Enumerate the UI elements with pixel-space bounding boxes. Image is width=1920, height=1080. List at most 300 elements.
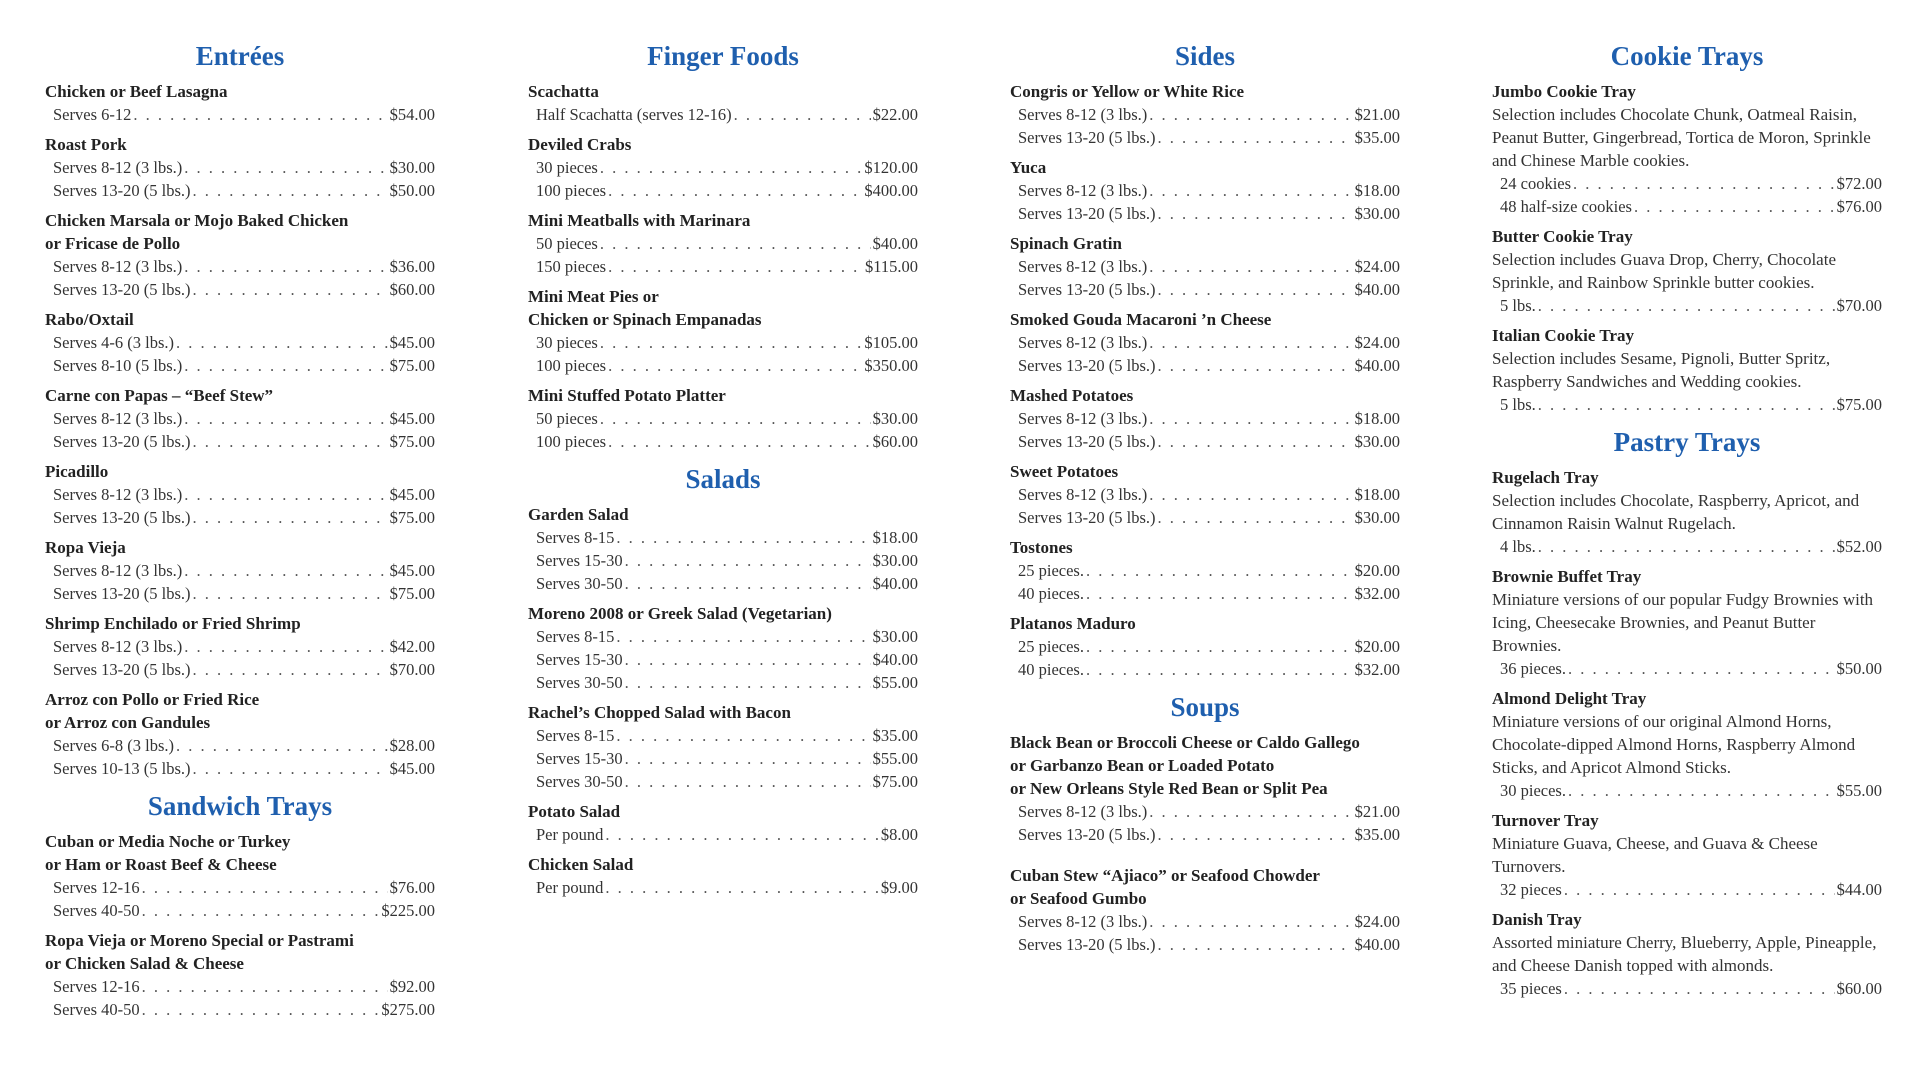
item-name: Italian Cookie Tray [1492, 326, 1634, 345]
serving-label: Serves 6-8 (3 lbs.) [53, 736, 174, 755]
menu-item [45, 209, 435, 301]
price-value: $28.00 [389, 736, 435, 755]
dot-leader [184, 255, 387, 278]
price-row [528, 625, 918, 648]
price-row [1010, 910, 1400, 933]
price-value: $24.00 [1354, 912, 1400, 931]
price-row [1010, 582, 1400, 605]
serving-label: Serves 8-12 (3 lbs.) [1018, 409, 1148, 428]
price-row [1010, 354, 1400, 377]
price-row [528, 526, 918, 549]
serving-label: Serves 6-12 [53, 105, 132, 124]
price-row [528, 232, 918, 255]
serving-label: Half Scachatta (serves 12-16) [536, 105, 732, 124]
serving-label: Serves 10-13 (5 lbs.) [53, 759, 191, 778]
price-value: $105.00 [864, 333, 918, 352]
serving-label: Serves 13-20 (5 lbs.) [1018, 825, 1156, 844]
price-value: $20.00 [1354, 637, 1400, 656]
dot-leader [605, 823, 879, 846]
item-description: Selection includes Chocolate, Raspberry, Apricot, and Cinnamon Raisin Walnut Rugelach. [1492, 491, 1860, 533]
price-row [1492, 535, 1882, 558]
item-name: or New Orleans Style Red Bean or Split Pea [1010, 779, 1328, 798]
price-row [1010, 331, 1400, 354]
serving-label: Serves 30-50 [536, 673, 623, 692]
price-row [45, 582, 435, 605]
serving-label: Serves 13-20 (5 lbs.) [1018, 204, 1156, 223]
price-row [45, 559, 435, 582]
serving-label: 50 pieces [536, 234, 598, 253]
dot-leader [608, 255, 863, 278]
dot-leader [1157, 202, 1352, 225]
item-name: Tostones [1010, 538, 1073, 557]
menu-item [1010, 460, 1400, 529]
item-name: Platanos Maduro [1010, 614, 1136, 633]
serving-label: Serves 8-12 (3 lbs.) [53, 257, 183, 276]
price-row [45, 899, 435, 922]
menu-item [1010, 384, 1400, 453]
menu-item [45, 830, 435, 922]
dot-leader [1149, 103, 1352, 126]
serving-label: Serves 13-20 (5 lbs.) [1018, 432, 1156, 451]
price-row [45, 407, 435, 430]
dot-leader [192, 430, 387, 453]
item-description: Assorted miniature Cherry, Blueberry, Apple, Pineapple, and Cheese Danish topped with almonds. [1492, 933, 1877, 975]
dot-leader [1149, 255, 1352, 278]
dot-leader [625, 549, 871, 572]
item-name: Ropa Vieja or Moreno Special or Pastrami [45, 931, 354, 950]
price-value: $45.00 [389, 485, 435, 504]
price-value: $30.00 [1354, 204, 1400, 223]
item-name: or Seafood Gumbo [1010, 889, 1147, 908]
dot-leader [1149, 483, 1352, 506]
menu-item [1492, 565, 1882, 680]
serving-label: 50 pieces [536, 409, 598, 428]
price-row [1492, 779, 1882, 802]
section-title: Finger Foods [647, 41, 799, 71]
price-value: $75.00 [389, 432, 435, 451]
serving-label: 30 pieces. [1500, 781, 1566, 800]
price-row [1010, 407, 1400, 430]
serving-label: Serves 8-12 (3 lbs.) [53, 485, 183, 504]
price-value: $30.00 [1354, 508, 1400, 527]
dot-leader [1149, 179, 1352, 202]
menu-item [45, 688, 435, 780]
serving-label: Serves 13-20 (5 lbs.) [53, 181, 191, 200]
price-row [45, 430, 435, 453]
dot-leader [1568, 779, 1835, 802]
price-value: $55.00 [872, 673, 918, 692]
dot-leader [184, 354, 387, 377]
serving-label: 4 lbs. [1500, 537, 1536, 556]
item-name: Congris or Yellow or White Rice [1010, 82, 1245, 101]
menu-item [1010, 80, 1400, 149]
dot-leader [192, 757, 387, 780]
item-name: Butter Cookie Tray [1492, 227, 1633, 246]
item-name: Mini Stuffed Potato Platter [528, 386, 726, 405]
dot-leader [1149, 331, 1352, 354]
serving-label: Serves 12-16 [53, 977, 140, 996]
price-value: $30.00 [872, 409, 918, 428]
item-name: Chicken Marsala or Mojo Baked Chicken [45, 211, 349, 230]
dot-leader [1573, 172, 1835, 195]
dot-leader [1086, 559, 1353, 582]
price-value: $52.00 [1836, 537, 1882, 556]
item-description: Miniature Guava, Cheese, and Guava & Cheese Turnovers. [1492, 834, 1818, 876]
price-value: $45.00 [389, 409, 435, 428]
price-row [45, 354, 435, 377]
section-sandwich-trays [45, 788, 435, 1021]
menu-item [45, 133, 435, 202]
price-value: $70.00 [389, 660, 435, 679]
serving-label: 36 pieces. [1500, 659, 1566, 678]
serving-label: Serves 15-30 [536, 551, 623, 570]
price-row [528, 407, 918, 430]
menu-item [45, 929, 435, 1021]
item-description: Selection includes Chocolate Chunk, Oatmeal Raisin, Peanut Butter, Gingerbread, Tortica de Moron, Sprinkle and Chinese Marble cookies. [1492, 105, 1871, 170]
price-value: $44.00 [1836, 880, 1882, 899]
menu-item [45, 80, 435, 126]
price-row [528, 724, 918, 747]
menu-item [528, 503, 918, 595]
dot-leader [734, 103, 871, 126]
column-4 [1492, 38, 1882, 1007]
dot-leader [192, 658, 387, 681]
serving-label: 48 half-size cookies [1500, 197, 1632, 216]
price-value: $275.00 [381, 1000, 435, 1019]
section-title: Soups [1170, 692, 1240, 722]
serving-label: Serves 30-50 [536, 772, 623, 791]
item-name: Shrimp Enchilado or Fried Shrimp [45, 614, 301, 633]
item-name: Arroz con Pollo or Fried Rice [45, 690, 260, 709]
serving-label: Serves 8-12 (3 lbs.) [53, 637, 183, 656]
price-value: $35.00 [1354, 825, 1400, 844]
serving-label: Serves 4-6 (3 lbs.) [53, 333, 174, 352]
dot-leader [1634, 195, 1835, 218]
menu-item [45, 460, 435, 529]
price-value: $75.00 [872, 772, 918, 791]
section-cookie-trays [1492, 38, 1882, 416]
dot-leader [1568, 657, 1835, 680]
serving-label: 30 pieces [536, 333, 598, 352]
dot-leader [184, 407, 387, 430]
price-value: $42.00 [389, 637, 435, 656]
price-row [45, 658, 435, 681]
price-row [45, 255, 435, 278]
price-row [1010, 202, 1400, 225]
price-value: $35.00 [872, 726, 918, 745]
serving-label: Serves 8-10 (5 lbs.) [53, 356, 183, 375]
serving-label: Serves 40-50 [53, 901, 140, 920]
dot-leader [1157, 126, 1352, 149]
serving-label: Serves 13-20 (5 lbs.) [1018, 508, 1156, 527]
item-name: Moreno 2008 or Greek Salad (Vegetarian) [528, 604, 832, 623]
section-soups [1010, 689, 1400, 956]
dot-leader [625, 572, 871, 595]
serving-label: Serves 15-30 [536, 749, 623, 768]
item-name: or Garbanzo Bean or Loaded Potato [1010, 756, 1275, 775]
dot-leader [600, 156, 863, 179]
price-value: $50.00 [1836, 659, 1882, 678]
serving-label: Serves 13-20 (5 lbs.) [1018, 280, 1156, 299]
dot-leader [1538, 294, 1835, 317]
dot-leader [625, 648, 871, 671]
menu-item [1492, 809, 1882, 901]
dot-leader [1149, 407, 1352, 430]
item-name: Rachel’s Chopped Salad with Bacon [528, 703, 791, 722]
item-name: Cuban or Media Noche or Turkey [45, 832, 291, 851]
price-value: $21.00 [1354, 802, 1400, 821]
item-name: Spinach Gratin [1010, 234, 1122, 253]
price-row [1492, 195, 1882, 218]
dot-leader [608, 354, 862, 377]
item-name: Black Bean or Broccoli Cheese or Caldo Gallego [1010, 733, 1360, 752]
serving-label: Serves 8-15 [536, 627, 615, 646]
menu-item [528, 209, 918, 278]
menu-item [528, 133, 918, 202]
price-value: $55.00 [1836, 781, 1882, 800]
price-value: $40.00 [872, 574, 918, 593]
item-description: Miniature versions of our original Almond Horns, Chocolate-dipped Almond Horns, Raspberry Almond Sticks, and Apricot Almond Sticks. [1492, 712, 1856, 777]
menu-item [45, 308, 435, 377]
dot-leader [192, 506, 387, 529]
item-name: Danish Tray [1492, 910, 1582, 929]
price-value: $32.00 [1354, 660, 1400, 679]
serving-label: Serves 13-20 (5 lbs.) [53, 280, 191, 299]
price-value: $35.00 [1354, 128, 1400, 147]
dot-leader [1157, 933, 1352, 956]
serving-label: 35 pieces [1500, 979, 1562, 998]
serving-label: Serves 12-16 [53, 878, 140, 897]
dot-leader [192, 278, 387, 301]
price-value: $20.00 [1354, 561, 1400, 580]
price-row [528, 156, 918, 179]
item-name: Deviled Crabs [528, 135, 632, 154]
serving-label: 30 pieces [536, 158, 598, 177]
price-row [1492, 172, 1882, 195]
price-value: $72.00 [1836, 174, 1882, 193]
serving-label: Serves 8-12 (3 lbs.) [53, 158, 183, 177]
dot-leader [133, 103, 387, 126]
item-name: Rabo/Oxtail [45, 310, 134, 329]
item-name: Chicken Salad [528, 855, 634, 874]
price-row [45, 734, 435, 757]
price-value: $350.00 [864, 356, 918, 375]
item-name: Turnover Tray [1492, 811, 1599, 830]
item-name: Potato Salad [528, 802, 621, 821]
dot-leader [1157, 430, 1352, 453]
dot-leader [1538, 393, 1835, 416]
serving-label: Serves 13-20 (5 lbs.) [1018, 935, 1156, 954]
item-name: Chicken or Spinach Empanadas [528, 310, 762, 329]
menu-item [1492, 908, 1882, 1000]
menu-item [528, 285, 918, 377]
price-value: $45.00 [389, 333, 435, 352]
dot-leader [184, 483, 387, 506]
serving-label: 5 lbs. [1500, 296, 1536, 315]
dot-leader [625, 671, 871, 694]
price-value: $24.00 [1354, 333, 1400, 352]
menu-item [1010, 308, 1400, 377]
serving-label: 100 pieces [536, 356, 607, 375]
serving-label: Serves 13-20 (5 lbs.) [1018, 356, 1156, 375]
item-description: Miniature versions of our popular Fudgy Brownies with Icing, Cheesecake Brownies, and Peanut Butter Brownies. [1492, 590, 1874, 655]
price-value: $8.00 [880, 825, 918, 844]
section-title: Sandwich Trays [147, 791, 333, 821]
menu-item [1010, 156, 1400, 225]
price-row [1010, 800, 1400, 823]
price-row [528, 354, 918, 377]
price-value: $45.00 [389, 561, 435, 580]
dot-leader [625, 770, 871, 793]
serving-label: Serves 8-12 (3 lbs.) [1018, 333, 1148, 352]
price-value: $75.00 [1836, 395, 1882, 414]
price-value: $32.00 [1354, 584, 1400, 603]
price-row [1010, 658, 1400, 681]
price-value: $30.00 [872, 551, 918, 570]
item-name: Almond Delight Tray [1492, 689, 1647, 708]
item-name: Jumbo Cookie Tray [1492, 82, 1636, 101]
dot-leader [608, 430, 871, 453]
menu-item [1492, 324, 1882, 416]
item-name: Sweet Potatoes [1010, 462, 1119, 481]
menu-item [528, 384, 918, 453]
price-row [1492, 977, 1882, 1000]
item-description: Selection includes Sesame, Pignoli, Butter Spritz, Raspberry Sandwiches and Wedding cookies. [1492, 349, 1831, 391]
price-row [1010, 483, 1400, 506]
item-name: Carne con Papas – “Beef Stew” [45, 386, 274, 405]
price-row [1010, 278, 1400, 301]
serving-label: Serves 8-12 (3 lbs.) [53, 409, 183, 428]
serving-label: 5 lbs. [1500, 395, 1536, 414]
price-row [45, 483, 435, 506]
price-row [45, 998, 435, 1021]
serving-label: Serves 8-12 (3 lbs.) [1018, 105, 1148, 124]
item-name: or Fricase de Pollo [45, 234, 181, 253]
serving-label: Per pound [536, 878, 604, 897]
dot-leader [192, 582, 387, 605]
price-value: $120.00 [864, 158, 918, 177]
dot-leader [608, 179, 862, 202]
price-value: $50.00 [389, 181, 435, 200]
menu-item [1492, 466, 1882, 558]
price-value: $76.00 [1836, 197, 1882, 216]
serving-label: 100 pieces [536, 181, 607, 200]
item-name: or Ham or Roast Beef & Cheese [45, 855, 277, 874]
dot-leader [1157, 278, 1352, 301]
price-row [528, 770, 918, 793]
price-row [1492, 878, 1882, 901]
dot-leader [142, 876, 388, 899]
price-row [45, 635, 435, 658]
price-row [45, 156, 435, 179]
item-name: or Arroz con Gandules [45, 713, 211, 732]
price-value: $18.00 [1354, 181, 1400, 200]
dot-leader [1157, 506, 1352, 529]
price-value: $18.00 [1354, 485, 1400, 504]
dot-leader [192, 179, 387, 202]
price-value: $92.00 [389, 977, 435, 996]
price-row [1492, 294, 1882, 317]
section-title: Cookie Trays [1610, 41, 1764, 71]
price-value: $76.00 [389, 878, 435, 897]
menu-item [1492, 687, 1882, 802]
serving-label: 25 pieces. [1018, 637, 1084, 656]
serving-label: Serves 30-50 [536, 574, 623, 593]
menu-item [1010, 612, 1400, 681]
dot-leader [600, 331, 863, 354]
serving-label: Serves 13-20 (5 lbs.) [53, 660, 191, 679]
price-value: $40.00 [1354, 935, 1400, 954]
dot-leader [1157, 354, 1352, 377]
price-value: $40.00 [872, 650, 918, 669]
price-row [45, 757, 435, 780]
item-name: Rugelach Tray [1492, 468, 1599, 487]
serving-label: 150 pieces [536, 257, 607, 276]
price-row [1010, 430, 1400, 453]
price-row [1010, 103, 1400, 126]
dot-leader [142, 998, 380, 1021]
section-title: Entrées [195, 41, 285, 71]
item-name: Brownie Buffet Tray [1492, 567, 1642, 586]
price-row [1492, 657, 1882, 680]
item-name: Mini Meat Pies or [528, 287, 659, 306]
serving-label: Serves 8-15 [536, 528, 615, 547]
serving-label: Serves 13-20 (5 lbs.) [1018, 128, 1156, 147]
item-name: Roast Pork [45, 135, 127, 154]
dot-leader [176, 734, 388, 757]
price-row [528, 179, 918, 202]
menu-item [45, 536, 435, 605]
menu-item [528, 602, 918, 694]
price-row [1010, 255, 1400, 278]
price-value: $55.00 [872, 749, 918, 768]
price-row [1010, 823, 1400, 846]
serving-label: 100 pieces [536, 432, 607, 451]
menu-item [45, 612, 435, 681]
serving-label: Serves 13-20 (5 lbs.) [53, 584, 191, 603]
price-value: $30.00 [872, 627, 918, 646]
price-value: $18.00 [872, 528, 918, 547]
price-value: $60.00 [872, 432, 918, 451]
price-row [528, 331, 918, 354]
dot-leader [1564, 878, 1835, 901]
price-row [1010, 506, 1400, 529]
menu-item [1010, 864, 1400, 956]
section-sides [1010, 38, 1400, 681]
item-name: or Chicken Salad & Cheese [45, 954, 244, 973]
price-row [528, 823, 918, 846]
serving-label: 24 cookies [1500, 174, 1572, 193]
serving-label: Serves 8-12 (3 lbs.) [1018, 257, 1148, 276]
dot-leader [184, 635, 387, 658]
price-value: $54.00 [389, 105, 435, 124]
dot-leader [1149, 800, 1352, 823]
price-value: $40.00 [1354, 280, 1400, 299]
dot-leader [600, 232, 871, 255]
item-description: Selection includes Guava Drop, Cherry, Chocolate Sprinkle, and Rainbow Sprinkle butter cookies. [1492, 250, 1836, 292]
item-name: Yuca [1010, 158, 1047, 177]
item-name: Garden Salad [528, 505, 629, 524]
dot-leader [1086, 635, 1353, 658]
dot-leader [1149, 910, 1352, 933]
serving-label: Serves 8-12 (3 lbs.) [53, 561, 183, 580]
column-3 [1010, 38, 1400, 963]
serving-label: 25 pieces. [1018, 561, 1084, 580]
price-value: $225.00 [381, 901, 435, 920]
dot-leader [184, 559, 387, 582]
price-row [45, 278, 435, 301]
serving-label: 32 pieces [1500, 880, 1562, 899]
